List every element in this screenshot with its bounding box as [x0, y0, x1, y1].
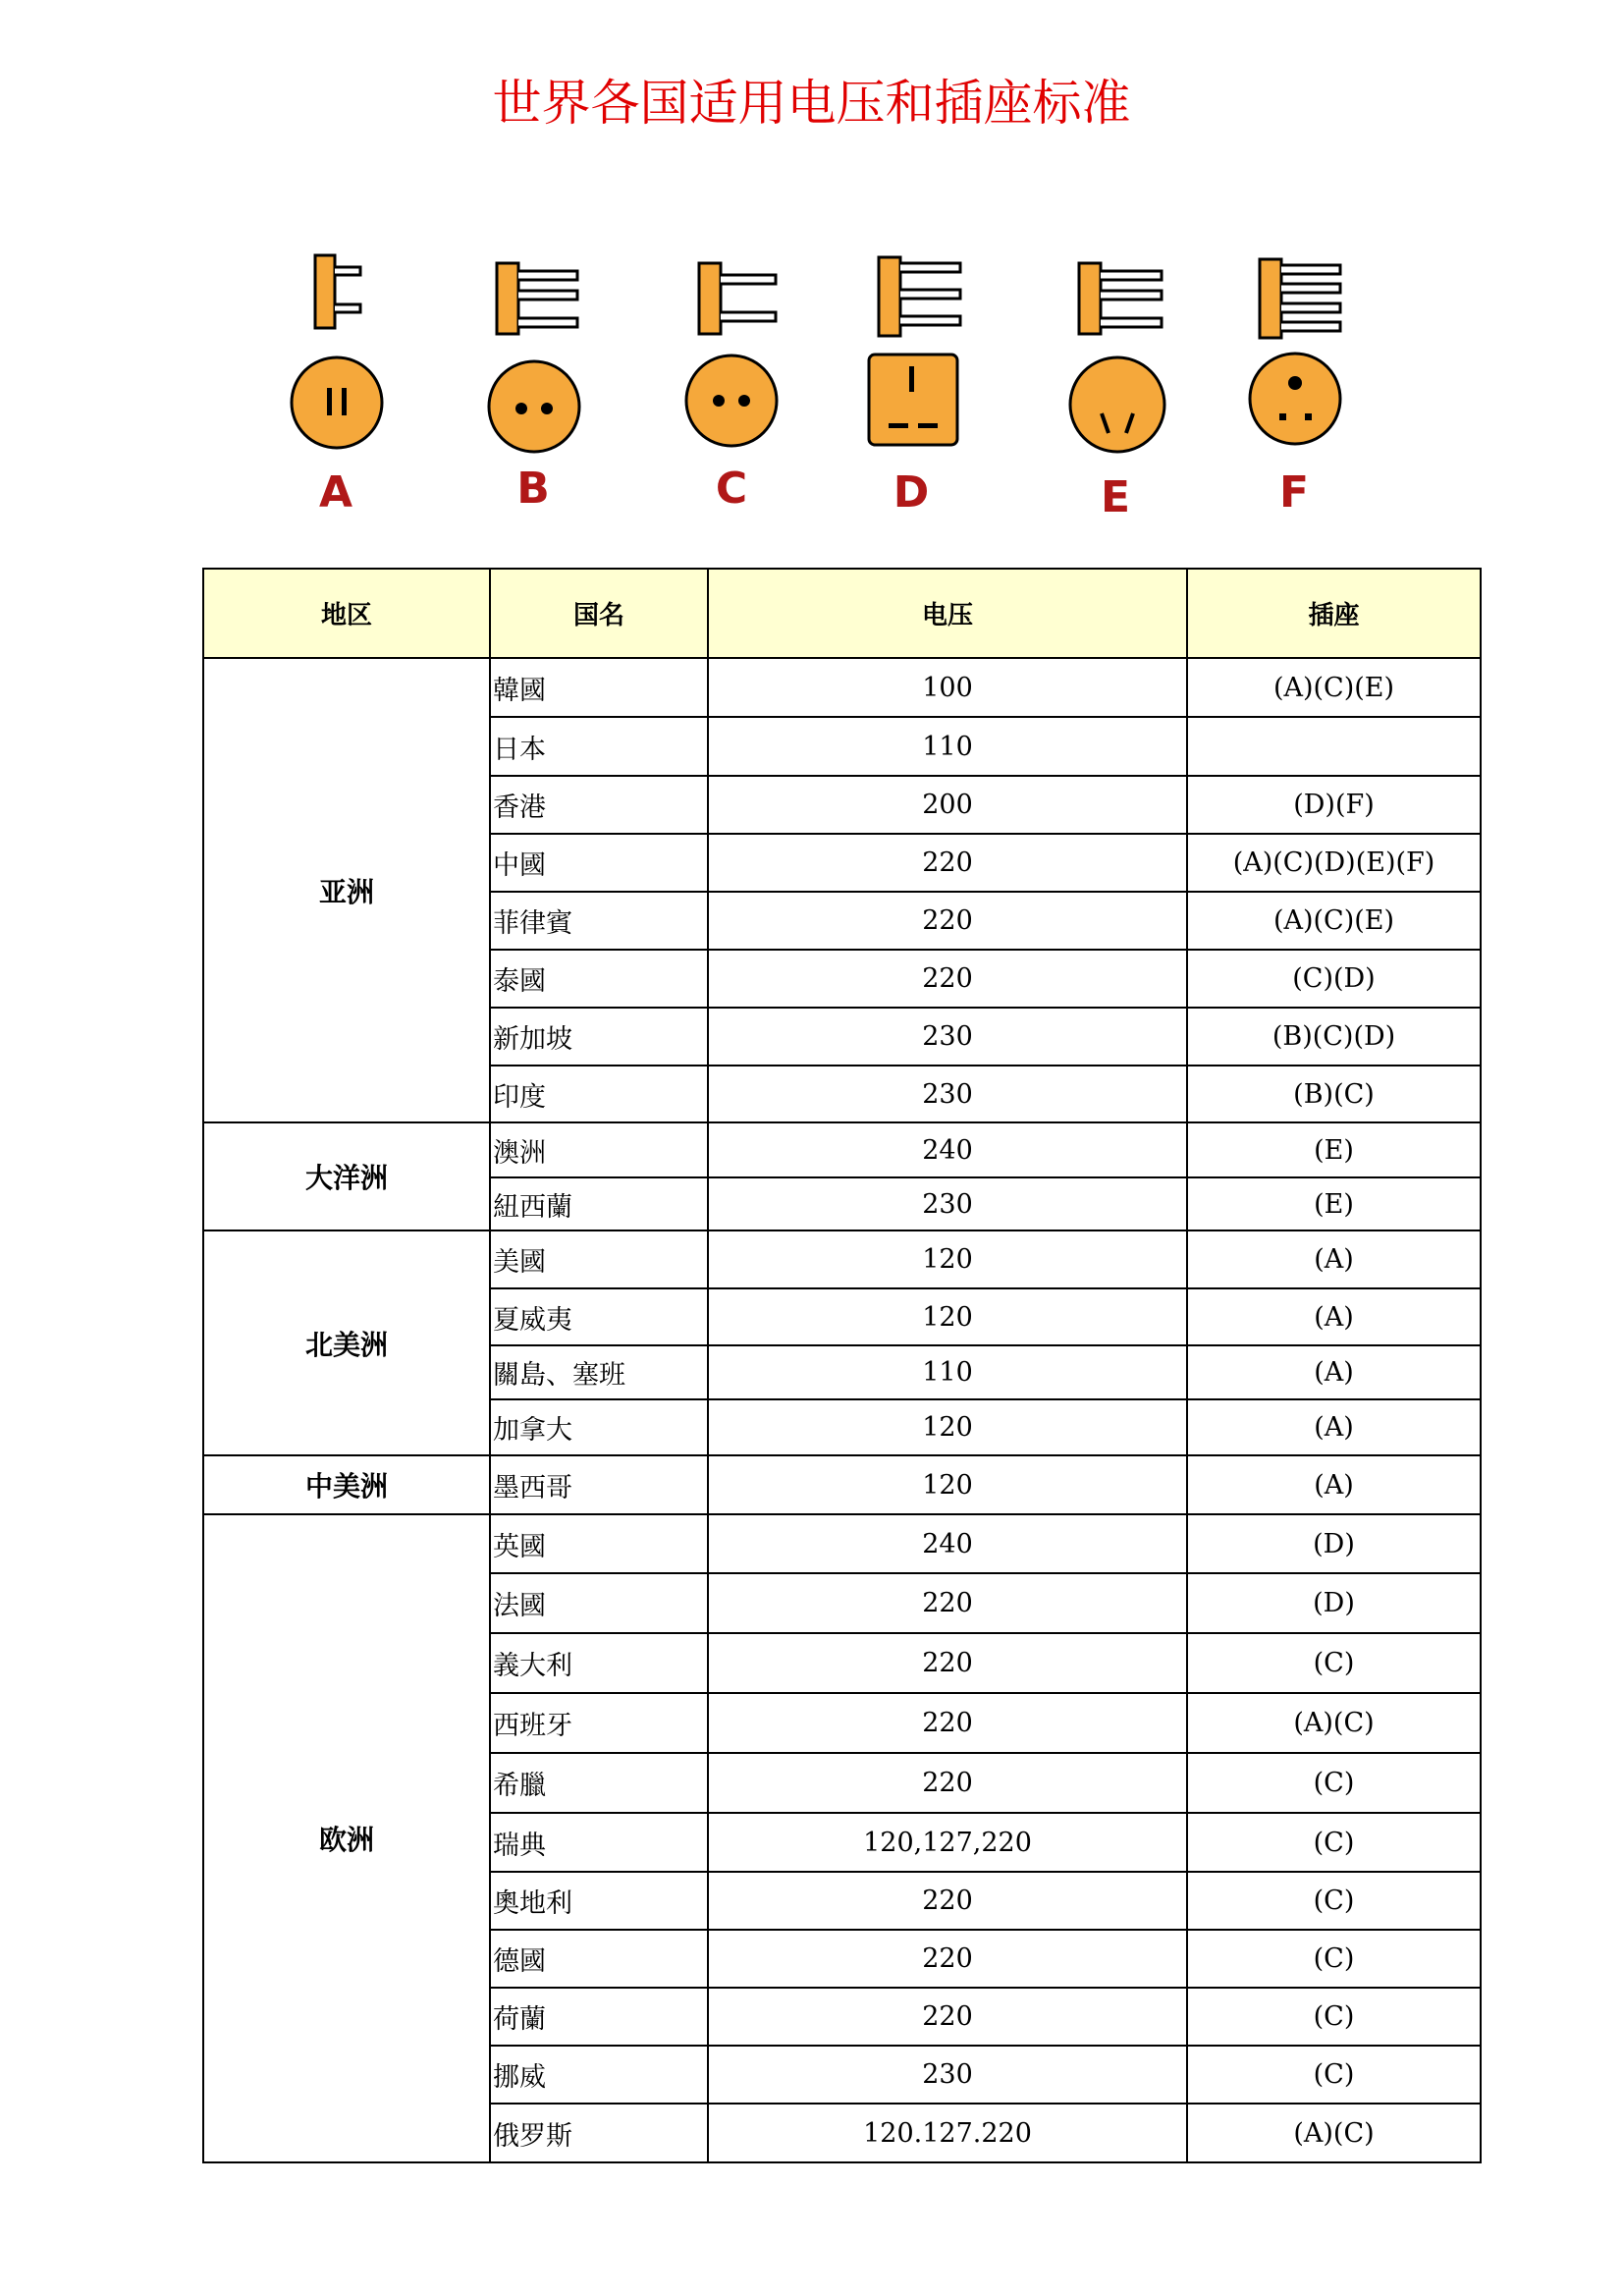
socket-cell: (A)(C) — [1187, 1693, 1481, 1753]
voltage-cell: 220 — [708, 1573, 1187, 1633]
plug-type-a — [272, 250, 400, 535]
country-cell: 中國 — [490, 834, 708, 892]
voltage-cell: 220 — [708, 950, 1187, 1008]
region-cell: 北美洲 — [203, 1230, 490, 1455]
voltage-cell: 220 — [708, 1872, 1187, 1930]
socket-cell: (A)(C)(D)(E)(F) — [1187, 834, 1481, 892]
plug-type-b — [469, 250, 597, 535]
socket-cell: (C) — [1187, 1813, 1481, 1872]
voltage-cell: 220 — [708, 1930, 1187, 1988]
plug-letter-e: E — [1100, 472, 1131, 522]
voltage-cell: 220 — [708, 1693, 1187, 1753]
country-cell: 印度 — [490, 1066, 708, 1122]
country-cell: 紐西蘭 — [490, 1177, 708, 1230]
socket-cell: (A) — [1187, 1288, 1481, 1345]
plug-type-e — [1052, 250, 1179, 535]
header-country: 国名 — [490, 569, 708, 658]
voltage-cell: 240 — [708, 1514, 1187, 1573]
voltage-cell: 220 — [708, 1633, 1187, 1693]
socket-cell — [1187, 717, 1481, 776]
region-cell: 大洋洲 — [203, 1122, 490, 1230]
header-region: 地区 — [203, 569, 490, 658]
socket-cell: (D)(F) — [1187, 776, 1481, 834]
region-cell: 中美洲 — [203, 1455, 490, 1514]
region-cell: 亚洲 — [203, 658, 490, 1122]
plug-type-a-icon — [272, 250, 400, 476]
table-row — [203, 1122, 1481, 1177]
voltage-cell: 110 — [708, 717, 1187, 776]
plug-legend — [0, 250, 1623, 535]
socket-cell: (A) — [1187, 1345, 1481, 1399]
country-cell: 新加坡 — [490, 1008, 708, 1066]
socket-cell: (C) — [1187, 1633, 1481, 1693]
country-cell: 英國 — [490, 1514, 708, 1573]
header-socket: 插座 — [1187, 569, 1481, 658]
socket-cell: (A) — [1187, 1455, 1481, 1514]
plug-letter-d: D — [893, 467, 930, 518]
country-cell: 美國 — [490, 1230, 708, 1288]
voltage-cell: 230 — [708, 2046, 1187, 2104]
voltage-cell: 100 — [708, 658, 1187, 717]
country-cell: 義大利 — [490, 1633, 708, 1693]
socket-cell: (B)(C)(D) — [1187, 1008, 1481, 1066]
plug-letter-b: B — [516, 464, 550, 514]
table-row — [203, 1514, 1481, 1573]
plug-letter-c: C — [715, 464, 748, 514]
country-cell: 德國 — [490, 1930, 708, 1988]
socket-cell: (C) — [1187, 1988, 1481, 2046]
country-cell: 俄罗斯 — [490, 2104, 708, 2162]
voltage-cell: 120.127.220 — [708, 2104, 1187, 2162]
voltage-cell: 240 — [708, 1122, 1187, 1177]
country-cell: 加拿大 — [490, 1399, 708, 1455]
voltage-cell: 220 — [708, 1753, 1187, 1813]
plug-type-c-icon — [668, 250, 795, 476]
country-cell: 香港 — [490, 776, 708, 834]
voltage-cell: 220 — [708, 892, 1187, 950]
voltage-cell: 230 — [708, 1177, 1187, 1230]
plug-type-b-icon — [469, 250, 597, 476]
voltage-cell: 120 — [708, 1399, 1187, 1455]
country-cell: 荷蘭 — [490, 1988, 708, 2046]
plug-type-f — [1230, 250, 1358, 535]
table-row — [203, 1230, 1481, 1288]
country-cell: 澳洲 — [490, 1122, 708, 1177]
region-cell: 欧洲 — [203, 1514, 490, 2162]
table-body — [203, 658, 1481, 2162]
country-cell: 奧地利 — [490, 1872, 708, 1930]
table-row — [203, 1455, 1481, 1514]
voltage-cell: 220 — [708, 1988, 1187, 2046]
header-voltage: 电压 — [708, 569, 1187, 658]
country-cell: 日本 — [490, 717, 708, 776]
voltage-cell: 120 — [708, 1230, 1187, 1288]
socket-cell: (E) — [1187, 1177, 1481, 1230]
plug-letter-f: F — [1278, 467, 1310, 518]
socket-cell: (D) — [1187, 1514, 1481, 1573]
voltage-cell: 230 — [708, 1008, 1187, 1066]
page-title: 世界各国适用电压和插座标准 — [492, 75, 1131, 132]
voltage-cell: 120 — [708, 1288, 1187, 1345]
voltage-cell: 120 — [708, 1455, 1187, 1514]
country-cell: 墨西哥 — [490, 1455, 708, 1514]
voltage-cell: 110 — [708, 1345, 1187, 1399]
voltage-cell: 230 — [708, 1066, 1187, 1122]
socket-cell: (E) — [1187, 1122, 1481, 1177]
country-cell: 希臘 — [490, 1753, 708, 1813]
socket-cell: (C) — [1187, 2046, 1481, 2104]
plug-type-e-icon — [1052, 250, 1179, 476]
socket-cell: (B)(C) — [1187, 1066, 1481, 1122]
country-cell: 挪威 — [490, 2046, 708, 2104]
plug-type-d — [847, 250, 975, 535]
country-cell: 關島、塞班 — [490, 1345, 708, 1399]
socket-cell: (C) — [1187, 1930, 1481, 1988]
country-cell: 法國 — [490, 1573, 708, 1633]
voltage-cell: 200 — [708, 776, 1187, 834]
socket-cell: (A) — [1187, 1230, 1481, 1288]
table-header-row — [203, 569, 1481, 658]
socket-cell: (A) — [1187, 1399, 1481, 1455]
socket-cell: (C) — [1187, 1872, 1481, 1930]
socket-cell: (A)(C)(E) — [1187, 892, 1481, 950]
plug-type-f-icon — [1230, 250, 1358, 476]
country-cell: 瑞典 — [490, 1813, 708, 1872]
plug-type-c — [668, 250, 795, 535]
country-cell: 夏威夷 — [490, 1288, 708, 1345]
voltage-socket-table — [202, 568, 1482, 2163]
socket-cell: (C)(D) — [1187, 950, 1481, 1008]
voltage-cell: 120,127,220 — [708, 1813, 1187, 1872]
socket-cell: (D) — [1187, 1573, 1481, 1633]
socket-cell: (C) — [1187, 1753, 1481, 1813]
table-row — [203, 658, 1481, 717]
plug-letter-a: A — [318, 467, 353, 518]
country-cell: 西班牙 — [490, 1693, 708, 1753]
country-cell: 菲律賓 — [490, 892, 708, 950]
socket-cell: (A)(C)(E) — [1187, 658, 1481, 717]
country-cell: 泰國 — [490, 950, 708, 1008]
voltage-cell: 220 — [708, 834, 1187, 892]
country-cell: 韓國 — [490, 658, 708, 717]
socket-cell: (A)(C) — [1187, 2104, 1481, 2162]
plug-type-d-icon — [847, 250, 975, 476]
